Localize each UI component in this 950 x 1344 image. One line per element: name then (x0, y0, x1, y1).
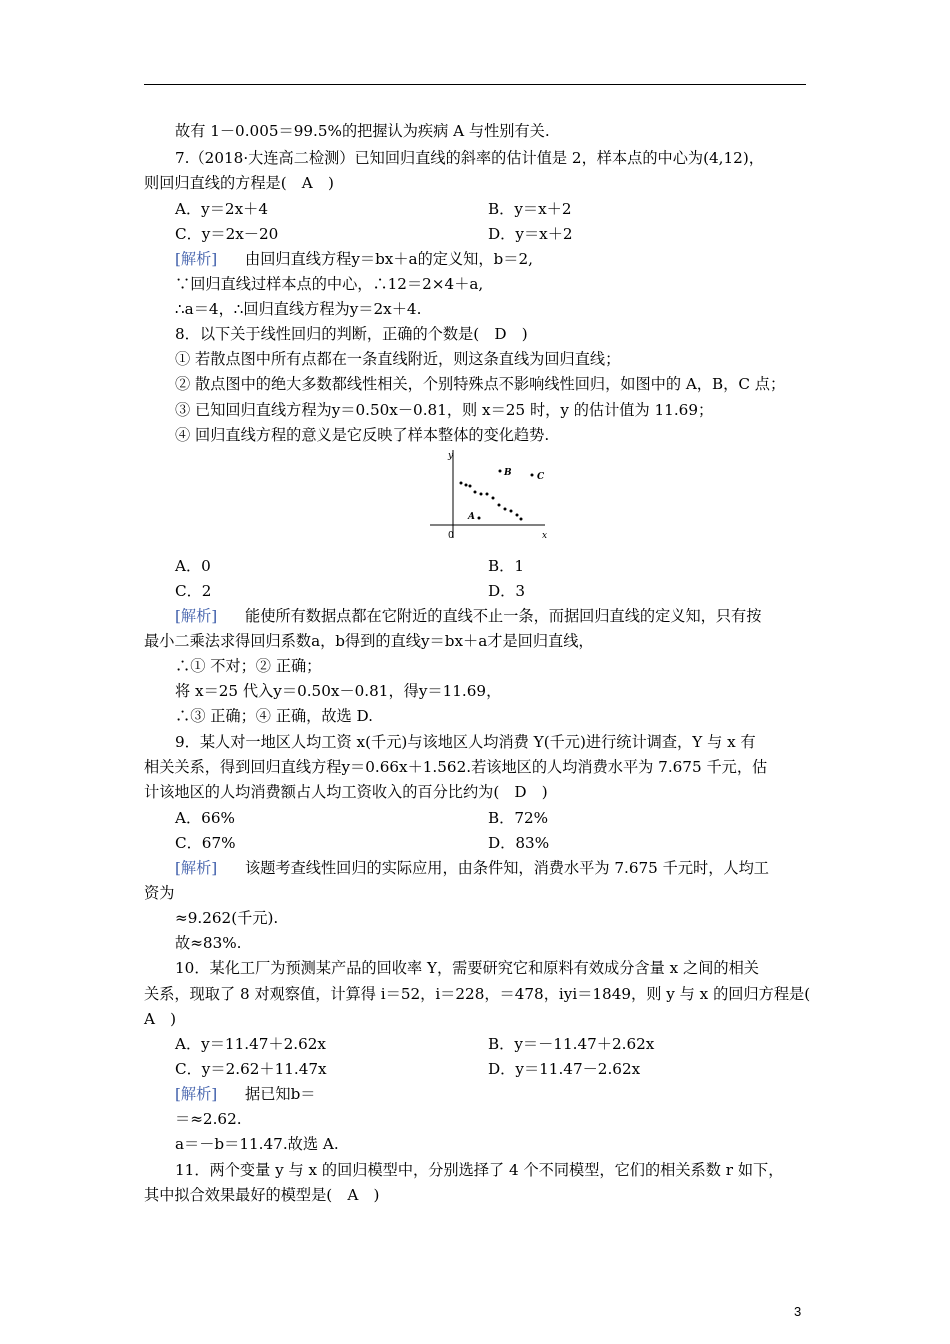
text-line: ∵回归直线过样本点的中心，∴12＝2×4＋a, (175, 275, 484, 293)
y-axis-label: y (448, 451, 454, 461)
option: D．3 (488, 582, 526, 600)
option: C．y＝2.62＋11.47x (175, 1060, 327, 1078)
text-line: ∴① 不对；② 正确； (175, 657, 322, 675)
text-line: 相关关系，得到回归直线方程y＝0.66x＋1.562.若该地区的人均消费水平为 7.675 千元，估 (144, 758, 768, 776)
option: B．y＝x＋2 (488, 200, 572, 218)
point-a (478, 517, 481, 520)
option: B．72% (488, 809, 549, 827)
text-line: ≈9.262(千元). (175, 909, 279, 927)
analysis-tag: [解析] (175, 607, 218, 625)
text-line: a＝－b＝11.47.故选 A. (175, 1135, 339, 1153)
option: B．1 (488, 557, 525, 575)
text-line: 资为 (144, 884, 175, 902)
scatter-figure (430, 448, 555, 544)
text-line: 将 x＝25 代入y＝0.50x－0.81，得y＝11.69， (175, 682, 502, 700)
label-a: A (468, 512, 475, 522)
text-line: ② 散点图中的绝大多数都线性相关，个别特殊点不影响线性回归，如图中的 A，B，C 点； (175, 375, 786, 393)
option: D．y＝x＋2 (488, 225, 573, 243)
text-line: ③ 已知回归直线方程为y＝0.50x－0.81，则 x＝25 时，y 的估计值为 11.69； (175, 401, 714, 419)
question-11: 11．两个变量 y 与 x 的回归模型中，分别选择了 4 个不同模型，它们的相关系数 r 如下， (175, 1161, 784, 1179)
option: A．66% (175, 809, 235, 827)
option: A．0 (175, 557, 211, 575)
question-8: 8．以下关于线性回归的判断，正确的个数是( D ) (175, 325, 528, 343)
header-rule (144, 84, 806, 85)
option: D．y＝11.47－2.62x (488, 1060, 641, 1078)
point-b (499, 470, 502, 473)
option: C．67% (175, 834, 236, 852)
text-line: 计该地区的人均消费额占人均工资收入的百分比约为( D ) (144, 783, 548, 801)
point-c (531, 474, 534, 477)
text-line: 故有 1－0.005＝99.5%的把握认为疾病 A 与性别有关. (175, 122, 550, 140)
text-line: A ) (144, 1010, 177, 1028)
analysis-tag: [解析] (175, 1085, 218, 1103)
analysis-tag: [解析] (175, 859, 218, 877)
option: B．y＝－11.47＋2.62x (488, 1035, 655, 1053)
text-line: ＝≈2.62. (175, 1110, 242, 1128)
analysis-tag: [解析] (175, 250, 218, 268)
text-line: 则回归直线的方程是( A ) (144, 174, 334, 192)
option: A．y＝2x＋4 (175, 200, 269, 218)
text-line: 最小二乘法求得回归系数a，b得到的直线y＝bx＋a才是回归直线， (144, 632, 594, 650)
text-line: 故≈83%. (175, 934, 242, 952)
label-c: C (537, 472, 545, 482)
option: A．y＝11.47＋2.62x (175, 1035, 326, 1053)
x-axis-label: x (542, 531, 548, 541)
page-number: 3 (794, 1304, 802, 1319)
option: C．2 (175, 582, 212, 600)
option: C．y＝2x－20 (175, 225, 279, 243)
option: D．83% (488, 834, 550, 852)
text-line: ① 若散点图中所有点都在一条直线附近，则这条直线为回归直线； (175, 350, 621, 368)
origin-label: 0 (448, 531, 454, 541)
text-line: 由回归直线方程y＝bx＋a的定义知，b＝2, (245, 250, 533, 268)
text-line: ④ 回归直线方程的意义是它反映了样本整体的变化趋势. (175, 426, 550, 444)
text-line: 据已知b＝ (245, 1085, 316, 1103)
question-10: 10．某化工厂为预测某产品的回收率 Y，需要研究它和原料有效成分含量 x 之间的相关 (175, 959, 759, 977)
text-line: 关系，现取了 8 对观察值，计算得 i＝52，i＝228，＝478，iyi＝1849，则 y 与 x 的回归方程是( (144, 985, 811, 1003)
question-9: 9．某人对一地区人均工资 x(千元)与该地区人均消费 Y(千元)进行统计调查，Y 与 x 有 (175, 733, 756, 751)
text-line: 该题考查线性回归的实际应用，由条件知，消费水平为 7.675 千元时，人均工 (245, 859, 769, 877)
label-b: B (504, 468, 512, 478)
question-7: 7.（2018·大连高二检测）已知回归直线的斜率的估计值是 2，样本点的中心为(4,12)， (175, 149, 764, 167)
text-line: ∴a＝4，∴回归直线方程为y＝2x＋4. (175, 300, 422, 318)
text-line: 能使所有数据点都在它附近的直线不止一条，而据回归直线的定义知，只有按 (245, 607, 762, 625)
text-line: ∴③ 正确；④ 正确，故选 D. (175, 707, 374, 725)
text-line: 其中拟合效果最好的模型是( A ) (144, 1186, 380, 1204)
